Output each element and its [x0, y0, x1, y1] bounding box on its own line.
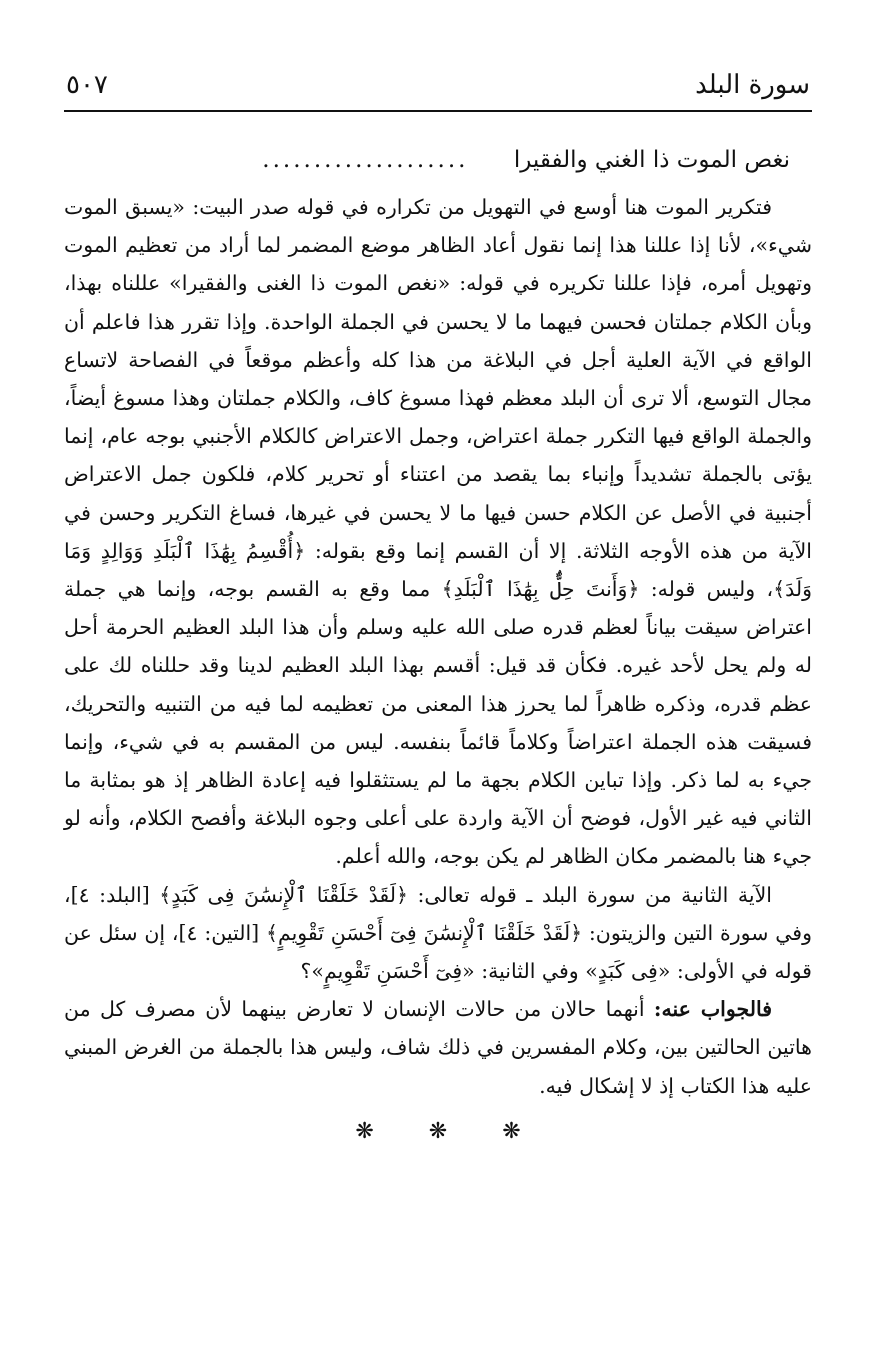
answer-lead: فالجواب عنه: [653, 997, 772, 1022]
poetry-verse [64, 144, 812, 176]
body-text [64, 188, 812, 1105]
page-header [64, 40, 812, 98]
header-divider [64, 110, 812, 112]
section-ornaments: ❋ ❋ ❋ [355, 1118, 545, 1144]
page-number: ٥٠٧ [66, 70, 108, 100]
paragraph-1: فتكرير الموت هنا أوسع في التهويل من تكراره في قوله صدر البيت: «يسبق الموت شيء»، لأنا إذا عللنا هذا إنما نقول أعاد الظاهر موضع المضمر لما أراد من تعظيم الموت وتهويل أمره، فإذا عللنا تكريره في قوله: «نغص الموت ذا الغنى والفقيرا» عللناه بهذا، وبأن الكلام جملتان فحسن فيهما ما لا يحسن في الجملة الواحدة. وإذا تقرر هذا فاعلم أن الواقع في الآية العلية أجل في البلاغة من هذا كله وأعظم موقعاً في الفصاحة لاتساع مجال التوسع، ألا ترى أن البلد معظم فهذا مسوغ كاف، والكلام جملتان وهذا مسوغ أيضاً، والجملة الواقع فيها التكرر جملة اعتراض، وجمل الاعتراض كالكلام الأجنبي بوجه عام، إنما يؤتى بالجملة تشديداً وإنباء بما يقصد من اعتناء أو تحرير كلام، فلكون جمل الاعتراض أجنبية في الأصل عن الكلام حسن فيها ما لا يحسن في غيرها، فساغ التكرير وحسن في الآية من هذه الأوجه الثلاثة. إلا أن القسم إنما وقع بقوله: ﴿أُقْسِمُ بِهَٰذَا ٱلْبَلَدِ وَوَالِدٍ وَمَا وَلَدَ﴾، وليس قوله: ﴿وَأَنتَ حِلٌّۢ بِهَٰذَا ٱلْبَلَدِ﴾ مما وقع به القسم بوجه، وإنما هي جملة اعتراض سيقت بياناً لعظم قدره صلى الله عليه وسلم وأن هذا البلد العظيم الحرمة أحل له ولم يحل لأحد غيره. فكأن قد قيل: أقسم بهذا البلد العظيم لدينا وقد حللناه لك على عظم قدره، وذكره ظاهراً لما يحرز هذا المعنى من تعظيمه لما فيه من التنبيه والتحريك، فسيقت هذه الجملة اعتراضاً وكلاماً قائماً بنفسه. ليس من المقسم به في شيء، وإنما جيء به لما ذكر. وإذا تباين الكلام بجهة ما لم يستثقلوا فيه إعادة الظاهر إذ هو بمثابة ما الثاني فيه غير الأول، فوضح أن الآية واردة على أعلى وجوه البلاغة وأفصح الكلام، وأنه لو جيء هنا بالمضمر مكان الظاهر لم يكن بوجه، والله أعلم. [64, 195, 812, 869]
verse-hemistich: نغص الموت ذا الغني والفقيرا [513, 147, 790, 173]
verse-dots: .................... [262, 147, 469, 173]
book-page [64, 40, 812, 1144]
paragraph-3 [64, 990, 812, 1105]
chapter-title: سورة البلد [695, 70, 810, 100]
answer-text: أنهما حالان من حالات الإنسان لا تعارض بينهما لأن مصرف كل من هاتين الحالتين بين، وكلام المفسرين في ذلك شاف، وليس هذا بالجملة من الغرض المبني عليه هذا الكتاب إذ لا إشكال فيه. [64, 997, 812, 1098]
paragraph-2: الآية الثانية من سورة البلد ـ قوله تعالى: ﴿لَقَدْ خَلَقْنَا ٱلْإِنسَٰنَ فِى كَبَدٍ﴾ [البلد: ٤]، وفي سورة التين والزيتون: ﴿لَقَدْ خَلَقْنَا ٱلْإِنسَٰنَ فِىٓ أَحْسَنِ تَقْوِيمٍ﴾ [التين: ٤]، إن سئل عن قوله في الأولى: «فِى كَبَدٍ» وفي الثانية: «فِىٓ أَحْسَنِ تَقْوِيمٍ»؟ [64, 882, 812, 984]
